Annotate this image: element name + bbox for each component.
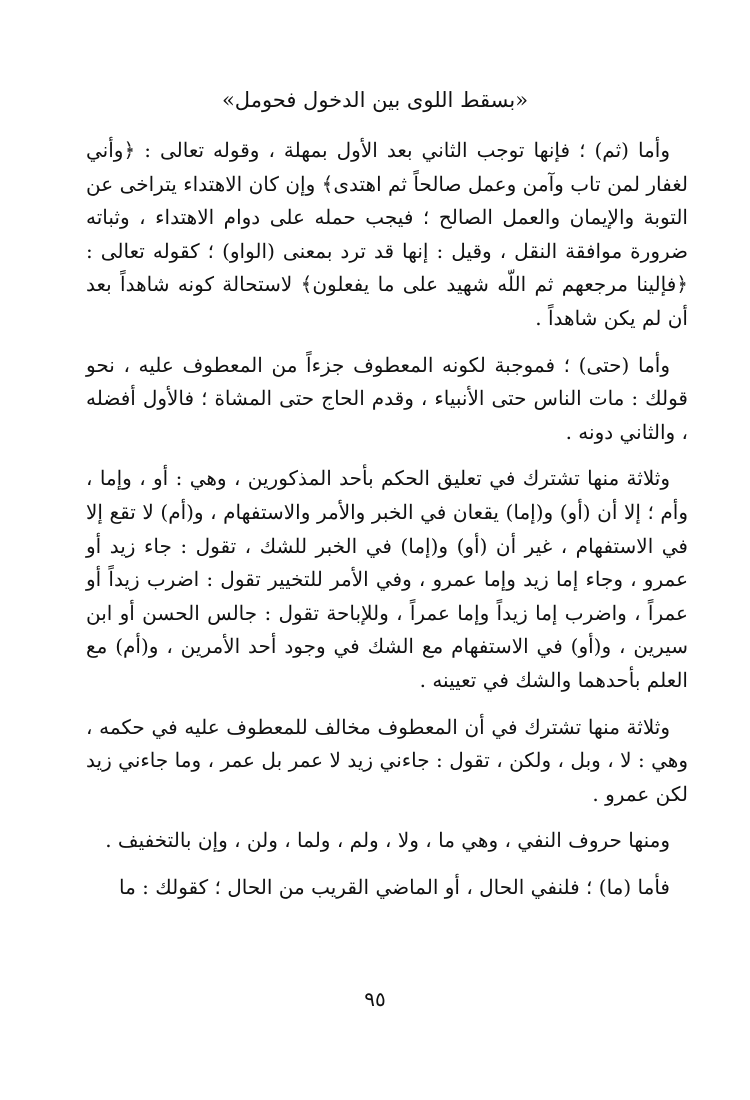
paragraph-la-bal-lakin: وثلاثة منها تشترك في أن المعطوف مخالف للمعطوف عليه في حكمه ، وهي : لا ، وبل ، ولكن ، تقول : جاءني زيد لا عمر بل عمر ، وما جاءني زيد لكن عمرو .: [86, 714, 688, 806]
paragraph-thumma: وأما (ثم) ؛ فإنها توجب الثاني بعد الأول بمهلة ، وقوله تعالى : ﴿وأني لغفار لمن تاب وآمن وعمل صالحاً ثم اهتدى﴾ وإن كان الاهتداء يتراخى عن التوبة والإيمان والعمل الصالح ؛ فيجب حمله على دوام الاهتداء ، وثباته ضرورة موافقة النقل ، وقيل : إنها قد ترد بمعنى (الواو) ؛ كقوله تعالى : ﴿فإلينا مرجعهم ثم اللّه شهيد على ما يفعلون﴾ لاستحالة كونه شاهداً بعد أن لم يكن شاهداً .: [86, 138, 688, 330]
page-number: ٩٥: [364, 987, 386, 1011]
paragraph-hatta: وأما (حتى) ؛ فموجبة لكونه المعطوف جزءاً من المعطوف عليه ، نحو قولك : مات الناس حتى الأنبياء ، وقدم الحاج حتى المشاة ؛ فالأول أفضله ، والثاني دونه .: [86, 352, 688, 444]
paragraph-negation-particles: ومنها حروف النفي ، وهي ما ، ولا ، ولم ، ولما ، ولن ، وإن بالتخفيف .: [105, 828, 670, 853]
paragraph-aw-imma-am: وثلاثة منها تشترك في تعليق الحكم بأحد المذكورين ، وهي : أو ، وإما ، وأم ؛ إلا أن (أو) و(إما) يقعان في الخبر والأمر والاستفهام ، و(أم) لا تقع إلا في الاستفهام ، غير أن (أو) و(إما) في الخبر للشك ، تقول : جاء زيد أو عمرو ، وجاء إما زيد وإما عمرو ، وفي الأمر للتخيير تقول : اضرب زيداً أو عمراً ، واضرب إما زيداً وإما عمراً ، وللإباحة تقول : جالس الحسن أو ابن سيرين ، و(أو) في الاستفهام مع الشك في وجود أحد الأمرين ، و(أم) مع العلم بأحدهما والشك في تعيينه .: [86, 466, 688, 692]
verse-quote: «بسقط اللوى بين الدخول فحومل»: [221, 88, 529, 112]
paragraph-ma: فأما (ما) ؛ فلنفي الحال ، أو الماضي القريب من الحال ؛ كقولك : ما: [118, 874, 670, 899]
body-text: [86, 134, 688, 917]
